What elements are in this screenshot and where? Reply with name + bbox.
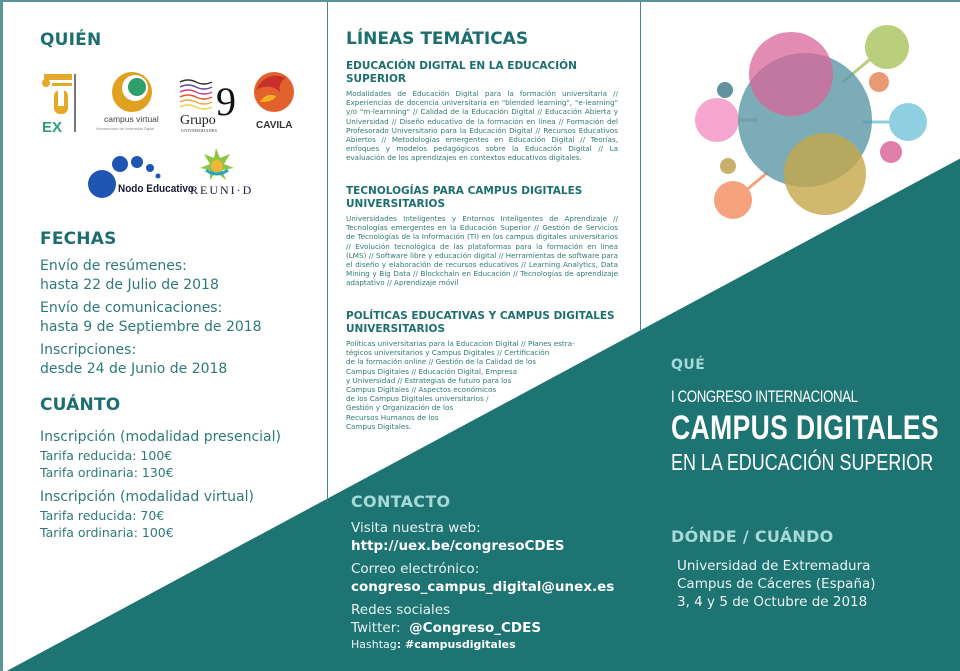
svg-text:REUNI·D: REUNI·D [190,183,254,197]
tarifa-reducida: Tarifa reducida: 100€ [40,448,173,463]
topic-body: Universidades Inteligentes y Entornos Inteligentes de Aprendizaje // Tecnologías emergentes en la Educación Superior // Gestión de Servicios de Tecnologías de la Información (TI) en los campus digitales universitarios // Evolución tecnológica de las plataformas para la formación en línea (LMS) // Software libre y educación digital // Herramientas de software para el diseño y elaboración de recursos educativos // Learning Analytics, Data Mining y Big Data // Blockchain en Educación // Tecnologías de aprendizaje adaptativo // Aprendizaje móvil [346,214,618,288]
venue-university: Universidad de Extremadura [677,558,871,574]
fecha-item-comunicaciones [40,299,320,337]
web-label: Visita nuestra web: [351,520,481,536]
fecha-label: Inscripciones: [40,342,137,358]
congress-title-line1: I CONGRESO INTERNACIONAL [671,387,858,406]
venue-campus: Campus de Cáceres (España) [677,576,876,592]
contacto-heading: CONTACTO [351,492,451,511]
hashtag-value[interactable]: : #campusdigitales [396,638,516,651]
nodo-educativo-logo-icon [88,156,194,198]
hashtag-row [351,637,641,652]
topic-line: Políticas universitarias para la Educacion Digital // Planes estra- [346,339,575,348]
campus-virtual-logo-icon [96,72,159,131]
svg-text:9: 9 [216,79,236,124]
svg-text:CAVILA: CAVILA [256,120,293,131]
small-orange-bubble-icon [869,72,889,92]
magenta-bubble-icon [749,32,833,116]
partner-logos [40,70,310,210]
fecha-item-inscripciones [40,341,320,379]
svg-text:UNIVERSIDADES: UNIVERSIDADES [181,128,217,133]
que-section [671,357,951,476]
cuanto-group-presencial [40,428,325,481]
small-blue-bubble-icon [717,82,733,98]
small-pink-bubble-icon [880,141,902,163]
que-heading: QUÉ [671,357,706,373]
topic-line: tégicos universitarios y Campus Digitales // Certificación [346,348,550,358]
twitter-handle-link[interactable]: @Congreso_CDES [409,620,542,636]
fecha-value: hasta 9 de Septiembre de 2018 [40,319,262,335]
topic-line: de los Campus Digitales universitarios / [346,394,489,404]
topic-body: Modalidades de Educación Digital para la formación universitaria // Experiencias de docencia universitaria en "blended learning", "e-learning" y/o "m-learnning" // Calidad de la Educación Digital // Educación Abierta y Universidad // Diseño educativo de la formación en línea // Formación del Profesorado Universitario para la Educación Digital // Recursos Educativos Abiertos // Metodologías emergentes en Educación Digital // Teorías, enfoques y modelos pedagógicos sobre la Educación Digital // La evaluación de los aprendizajes en contextos educativos digitales. [346,89,618,163]
web-link[interactable]: http://uex.be/congresoCDES [351,538,565,554]
topic-line: Campus Digitales. [346,421,412,431]
hashtag-label: Hashtag [351,638,397,651]
event-dates: 3, 4 y 5 de Octubre de 2018 [677,594,868,610]
fecha-label: Envío de resúmenes: [40,258,187,274]
topic-line: de la formación online // Gestión de la Calidad de los [346,357,537,367]
congress-title-line2: CAMPUS DIGITALES [671,409,940,447]
email-label: Correo electrónico: [351,561,480,577]
topic-line: Campus Digitales // Educación Digital, Empresa [346,366,518,376]
cavila-logo-icon [254,72,294,131]
twitter-row [351,619,641,637]
topic-title: EDUCACIÓN DIGITAL EN LA EDUCACIÓN SUPERIOR [346,60,577,85]
tarifa-ordinaria: Tarifa ordinaria: 130€ [40,465,174,480]
social-label: Redes sociales [351,602,451,618]
grupo9-logo-icon [180,79,236,133]
svg-text:Vicerrectorado de Universidad: Vicerrectorado de Universidad Digital [96,127,154,131]
tarifa-ordinaria: Tarifa ordinaria: 100€ [40,525,174,540]
donde-cuando-section [671,527,951,611]
olive-bubble-icon [784,133,866,215]
twitter-label: Twitter: [351,620,401,636]
fechas-heading: FECHAS [40,229,117,249]
small-olive-bubble-icon [720,158,736,174]
fecha-label: Envío de comunicaciones: [40,300,223,316]
pink-bubble-icon [695,98,739,142]
donde-cuando-heading: DÓNDE / CUÁNDO [671,527,834,546]
fechas-list [40,257,320,383]
topic-line: Recursos Humanos de los [346,412,439,422]
svg-text:Nodo Educativo: Nodo Educativo [118,182,195,196]
column-divider-left [327,2,328,502]
topic-line: Gestión y Organización de los [346,403,454,413]
topic-tecnologias [346,185,618,288]
light-blue-bubble-icon [889,103,927,141]
green-bubble-icon [865,25,909,69]
uex-logo-icon [42,74,76,136]
fecha-value: hasta 22 de Julio de 2018 [40,277,219,293]
svg-text:Grupo: Grupo [180,113,216,128]
topic-politicas [346,310,618,431]
network-bubbles-illustration [663,12,933,237]
topic-line: y Universidad // Estrategias de futuro para los [346,375,512,385]
lineas-tematicas-heading: LÍNEAS TEMÁTICAS [346,29,529,49]
tarifa-reducida: Tarifa reducida: 70€ [40,508,165,523]
column-divider-right [640,2,641,332]
fecha-value: desde 24 de Junio de 2018 [40,361,228,377]
svg-text:campus virtual: campus virtual [104,114,159,124]
topic-educacion-digital [346,60,618,163]
contacto-section [351,492,641,652]
topic-title: POLÍTICAS EDUCATIVAS Y CAMPUS DIGITALES UNIVERSITARIOS [346,310,615,335]
cuanto-group-title: Inscripción (modalidad presencial) [40,429,281,445]
topic-body [346,339,618,431]
orange-bubble-icon [714,181,752,219]
cuanto-heading: CUÁNTO [40,395,121,415]
fecha-item-resumenes [40,257,320,295]
congress-title-line3: EN LA EDUCACIÓN SUPERIOR [671,449,934,475]
cuanto-group-title: Inscripción (modalidad virtual) [40,489,254,505]
reunid-logo-icon [190,148,253,197]
quien-heading: QUIÉN [40,30,102,50]
svg-text:EX: EX [42,119,63,136]
email-link[interactable]: congreso_campus_digital@unex.es [351,579,615,595]
cuanto-list [40,428,325,548]
cuanto-group-virtual [40,488,325,541]
topic-title: TECNOLOGÍAS PARA CAMPUS DIGITALES UNIVERSITARIOS [346,185,583,210]
topic-line: Campus Digitales // Aspectos económicos [346,385,497,395]
